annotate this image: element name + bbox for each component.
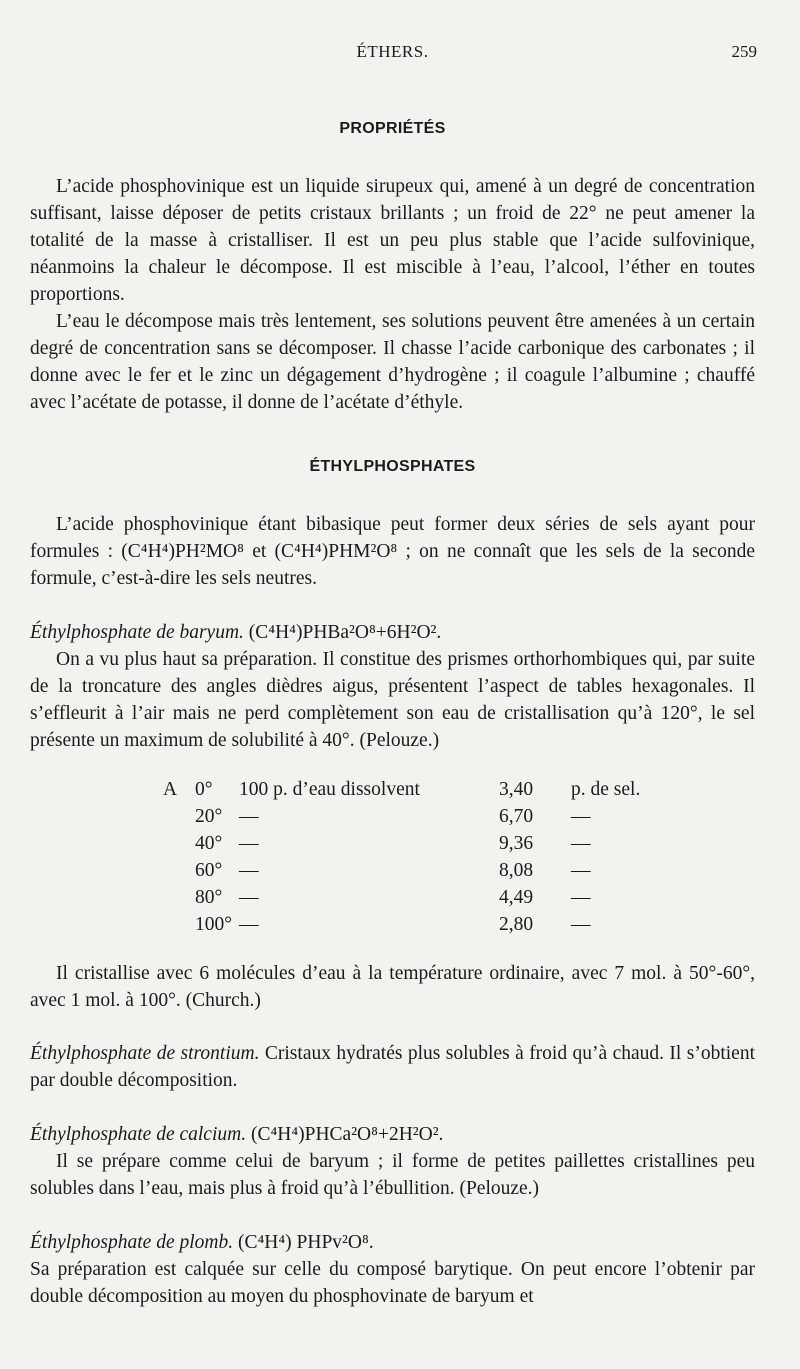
solubility-row: [163, 884, 661, 911]
solubility-description: 100 p. d’eau dissolvent: [239, 778, 420, 800]
entry-baryum-formula: (C⁴H⁴)PHBa²O⁸+6H²O².: [248, 622, 442, 643]
section-heading-ethylphosphates: ÉTHYLPHOSPHATES: [309, 458, 476, 475]
solubility-description: —: [239, 859, 259, 881]
solubility-unit: —: [571, 886, 591, 908]
solubility-row: [163, 830, 661, 857]
solubility-row: [163, 857, 661, 884]
entry-strontium-title: Éthylphosphate de strontium.: [30, 1043, 260, 1064]
entry-calcium-formula: (C⁴H⁴)PHCa²O⁸+2H²O².: [250, 1124, 444, 1145]
solubility-temperature: 0°: [195, 778, 213, 800]
paragraph-baryum: On a vu plus haut sa préparation. Il constitue des prismes orthorhombiques qui, par suite de la troncature des angles dièdres aigus, présentent l’aspect de tables hexagonales. Il s’effleurit à l’air mais ne perd complètement son eau de cristallisation qu’à 120°, le sel présente un maximum de solubilité à 40°. (Pelouze.): [30, 649, 755, 751]
entry-calcium-heading: [30, 1121, 755, 1148]
entry-plomb-title: Éthylphosphate de plomb.: [30, 1232, 234, 1253]
solubility-unit: —: [571, 832, 591, 854]
solubility-unit: p. de sel.: [571, 778, 641, 800]
solubility-description: —: [239, 913, 259, 935]
paragraph-plomb: Sa préparation est calquée sur celle du composé barytique. On peut encore l’obtenir par double décomposition au moyen du phosphovinate de baryum et: [30, 1259, 755, 1307]
solubility-description: —: [239, 805, 259, 827]
paragraph-calcium: Il se prépare comme celui de baryum ; il forme de petites paillettes cristallines peu solubles dans l’eau, mais plus à froid qu’à l’ébullition. (Pelouze.): [30, 1151, 755, 1199]
solubility-prefix: [163, 857, 195, 884]
solubility-description: —: [239, 886, 259, 908]
running-title: ÉTHERS.: [356, 42, 429, 61]
solubility-table: [163, 776, 661, 938]
entry-calcium-title: Éthylphosphate de calcium.: [30, 1124, 247, 1145]
solubility-value: 6,70: [499, 805, 534, 827]
entry-strontium-text: Cristaux hydratés plus solubles à froid qu’à chaud. Il s’obtient par double décomposition.: [30, 1043, 755, 1091]
paragraph-properties-2: L’eau le décompose mais très lentement, ses solutions peuvent être amenées à un certain degré de concentration sans se décomposer. Il chasse l’acide carbonique des carbonates ; il donne avec le fer et le zinc un dégagement d’hydrogène ; il coagule l’albumine ; chauffé avec l’acétate de potasse, il donne de l’acétate d’éthyle.: [30, 311, 755, 413]
solubility-value: 3,40: [499, 778, 534, 800]
page-number: 259: [731, 42, 757, 61]
solubility-unit: —: [571, 805, 591, 827]
solubility-temperature: 100°: [195, 913, 233, 935]
paragraph-properties-1: L’acide phosphovinique est un liquide sirupeux qui, amené à un degré de concentration suffisant, laisse déposer de petits cristaux brillants ; un froid de 22° ne peut amener la totalité de la masse à cristalliser. Il est un peu plus stable que l’acide sulfovinique, néanmoins la chaleur le décompose. Il est miscible à l’eau, l’alcool, l’éther en toutes proportions.: [30, 176, 755, 305]
solubility-value: 8,08: [499, 859, 534, 881]
solubility-row: [163, 911, 661, 938]
entry-baryum-heading: [30, 619, 755, 646]
solubility-row: [163, 803, 661, 830]
solubility-value: 2,80: [499, 913, 534, 935]
entry-baryum-title: Éthylphosphate de baryum.: [30, 622, 244, 643]
solubility-row: [163, 776, 661, 803]
solubility-temperature: 40°: [195, 832, 223, 854]
solubility-value: 4,49: [499, 886, 534, 908]
section-heading-proprietes: PROPRIÉTÉS: [339, 120, 446, 137]
paragraph-ethylphosphates-intro: L’acide phosphovinique étant bibasique peut former deux séries de sels ayant pour formules : (C⁴H⁴)PH²MO⁸ et (C⁴H⁴)PHM²O⁸ ; on ne connaît que les sels de la seconde formule, c’est-à-dire les sels neutres.: [30, 514, 755, 589]
solubility-unit: —: [571, 859, 591, 881]
solubility-temperature: 80°: [195, 886, 223, 908]
solubility-prefix: [163, 884, 195, 911]
solubility-prefix: [163, 911, 195, 938]
solubility-temperature: 20°: [195, 805, 223, 827]
solubility-prefix: [163, 803, 195, 830]
solubility-prefix: A: [163, 778, 178, 800]
solubility-temperature: 60°: [195, 859, 223, 881]
solubility-description: —: [239, 832, 259, 854]
paragraph-strontium: [30, 1040, 755, 1094]
solubility-prefix: [163, 830, 195, 857]
paragraph-baryum-crystallisation: Il cristallise avec 6 molécules d’eau à la température ordinaire, avec 7 mol. à 50°-60°, avec 1 mol. à 100°. (Church.): [30, 963, 755, 1011]
solubility-unit: —: [571, 913, 591, 935]
solubility-value: 9,36: [499, 832, 534, 854]
running-head: [30, 42, 755, 72]
entry-plomb-formula: (C⁴H⁴) PHPv²O⁸.: [237, 1232, 374, 1253]
entry-plomb-heading: [30, 1229, 755, 1256]
